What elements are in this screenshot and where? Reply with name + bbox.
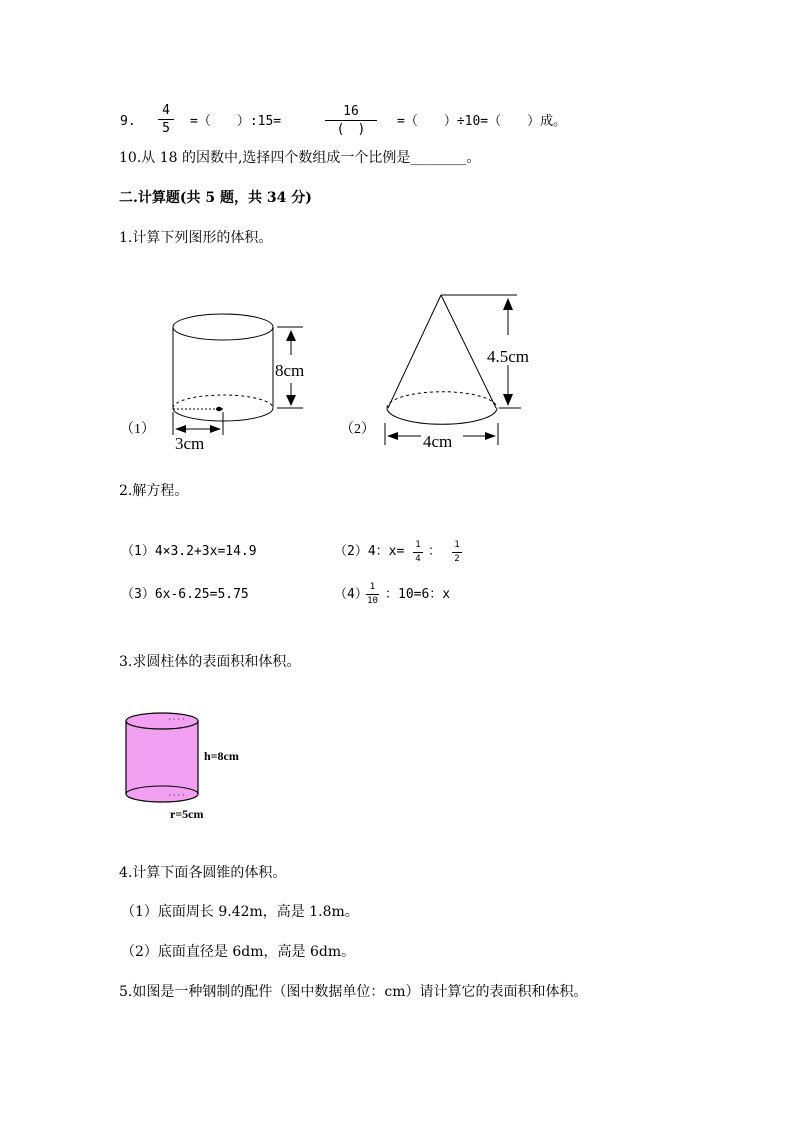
question-10: 10.从 18 的因数中,选择四个数组成一个比例是________。 xyxy=(119,150,481,166)
calc-4-item-1: （1）底面周长 9.42m，高是 1.8m。 xyxy=(121,904,359,920)
equation-4-fraction xyxy=(366,583,379,606)
cone-figure xyxy=(385,295,521,445)
fraction-denominator: 10 xyxy=(367,596,378,606)
cone-height-arrowhead-down xyxy=(503,394,513,406)
equation-4-prefix: （4） xyxy=(334,587,368,602)
cone-diameter-arrowhead-left xyxy=(387,432,398,440)
cylinder-height-label: 8cm xyxy=(275,361,305,380)
calc-1-title: 1.计算下列图形的体积。 xyxy=(119,230,273,246)
calc-5-title: 5.如图是一种钢制的配件（图中数据单位：cm）请计算它的表面积和体积。 xyxy=(119,984,588,1000)
fraction-16-blank xyxy=(325,105,377,136)
fraction-bar xyxy=(325,120,377,121)
cylinder-radius-arrowhead-right xyxy=(210,425,221,433)
cylinder-top-ellipse xyxy=(173,314,273,340)
cylinder-top-ellipse xyxy=(126,713,198,729)
cylinder-radius-label: 3cm xyxy=(175,434,205,453)
fraction-denominator: 4 xyxy=(415,554,421,564)
fraction-numerator: 4 xyxy=(162,103,170,118)
fraction-denominator: ( ) xyxy=(336,122,366,137)
fraction-numerator: 1 xyxy=(369,582,376,592)
cone-diameter-arrowhead-right xyxy=(485,432,496,440)
fraction-4-5 xyxy=(158,104,174,135)
equation-2-fraction-2 xyxy=(452,541,462,564)
cylinder-bottom-dots: · · · · xyxy=(168,791,185,800)
cylinder-center-dot xyxy=(216,407,222,411)
cylinder-height-arrowhead-down xyxy=(286,395,296,406)
fraction-numerator: 16 xyxy=(343,104,359,119)
figure-2-label: （2） xyxy=(340,422,375,437)
equation-2-separator: ： xyxy=(428,544,442,559)
pink-cylinder-height-label: h=8cm xyxy=(204,749,239,763)
cylinder-height-arrowhead-up xyxy=(286,330,296,341)
question-9-number: 9. xyxy=(120,114,136,129)
pink-cylinder-figure xyxy=(118,705,258,830)
fraction-denominator: 2 xyxy=(454,554,460,564)
section-heading: 二.计算题(共 5 题，共 34 分) xyxy=(119,190,312,206)
cone-left-edge xyxy=(388,295,441,408)
equation-3: （3）6x-6.25=5.75 xyxy=(121,587,249,602)
calc-3-title: 3.求圆柱体的表面积和体积。 xyxy=(119,654,301,670)
equation-2-fraction-1 xyxy=(413,541,423,564)
cone-height-arrowhead-up xyxy=(503,298,513,310)
cylinder-body xyxy=(126,721,198,802)
equation-2-prefix: （2）4：x= xyxy=(334,544,405,559)
cone-base-back xyxy=(387,392,497,408)
cylinder-top-dots: · · · · xyxy=(168,715,185,724)
fraction-bar xyxy=(158,119,174,120)
pink-cylinder-radius-label: r=5cm xyxy=(170,807,204,821)
cone-diameter-label: 4cm xyxy=(423,432,453,451)
calc-4-item-2: （2）底面直径是 6dm，高是 6dm。 xyxy=(121,944,356,960)
equation-4-suffix: ：10=6：x xyxy=(385,587,451,602)
fraction-denominator: 5 xyxy=(162,121,170,136)
cylinder-radius-arrowhead-left xyxy=(175,425,186,433)
question-9-part2: =（ ）÷10=（ ）成。 xyxy=(397,114,567,129)
fraction-bar xyxy=(452,552,462,553)
fraction-numerator: 1 xyxy=(454,540,460,550)
figure-1-label: （1） xyxy=(120,422,155,437)
question-9-part1: =（ ）:15= xyxy=(190,114,282,129)
fraction-bar xyxy=(413,552,423,553)
fraction-bar xyxy=(366,594,379,595)
cylinder-bottom-back xyxy=(173,395,273,408)
calc-2-title: 2.解方程。 xyxy=(119,483,189,499)
calc-1-figures xyxy=(115,285,555,460)
equation-1: （1）4×3.2+3x=14.9 xyxy=(121,544,257,559)
calc-4-title: 4.计算下面各圆锥的体积。 xyxy=(119,865,287,881)
cone-height-label: 4.5cm xyxy=(487,347,530,366)
cone-base-front xyxy=(387,408,497,424)
fraction-numerator: 1 xyxy=(415,540,421,550)
